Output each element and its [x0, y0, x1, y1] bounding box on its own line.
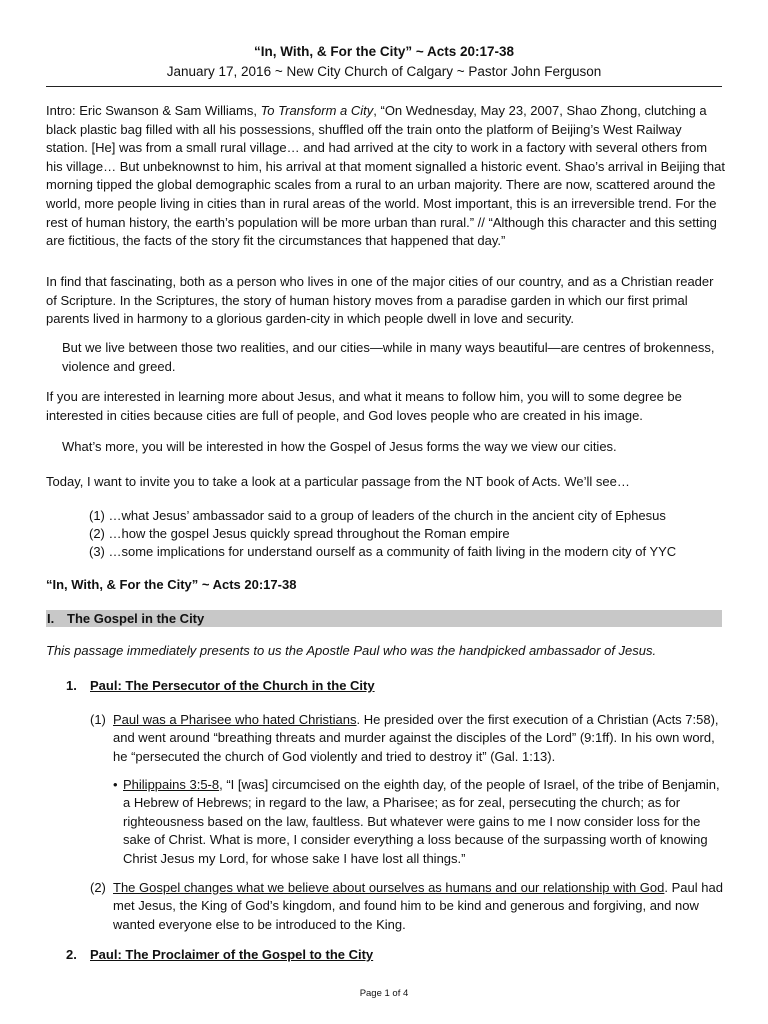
intro-quote: , “On Wednesday, May 23, 2007, Shao Zhong, clutching a black plastic bag filled with all his possessions, shuffled off the train onto the platform of Beijing’s West Railway station. [He] was from a small rural village… and had arrived at the city to work in a factory with several others from his village… But unbeknownst to him, his arrival at that moment signalled a historic event. Shao’s arrival in Beijing that morning tipped the global demographic scales from a rural to an urban majority. There are now, scattered around the world, more people living in cities than in rural areas of the world. Most important, this is an irreversible trend. For the rest of human history, the earth’s population will be more urban than rural.” // “Although this character and this setting are fictitious, the facts of the story fit the circumstances that happened that day.” — [46, 103, 725, 249]
page-number: Page 1 of 4 — [359, 988, 409, 999]
scripture-bullet — [113, 776, 725, 868]
paragraph-2: But we live between those two realities, and our cities—while in many ways beautiful—are centres of brokenness, violence and greed. — [62, 340, 715, 374]
overview-item-1: (1) …what Jesus’ ambassador said to a group of leaders of the church in the ancient city of Ephesus — [89, 508, 666, 523]
paragraph-3: If you are interested in learning more about Jesus, and what it means to follow him, you will to some degree be interested in cities because cities are full of people, and God loves people who are created in his image. — [46, 389, 682, 423]
header-divider — [46, 86, 722, 87]
section-heading-1 — [46, 610, 722, 627]
point-label: Paul: The Persecutor of the Church in the City — [90, 678, 375, 693]
subpoint-underlined: The Gospel changes what we believe about ourselves as humans and our relationship with God — [113, 880, 665, 895]
intro-book-title: To Transform a City — [260, 103, 374, 118]
subpoint-2 — [90, 879, 724, 934]
subpoint-marker: (2) — [90, 880, 106, 895]
subpoint-marker: (1) — [90, 712, 106, 727]
paragraph-1: In find that fascinating, both as a person who lives in one of the major cities of our country, and as a Christian reader of Scripture. In the Scriptures, the story of human history moves from a paradise garden in which our first primal parents lived in harmony to a glorious garden-city in which people dwell in love and security. — [46, 274, 714, 327]
intro-paragraph — [46, 102, 726, 251]
section-number: I. — [47, 611, 55, 626]
document-subtitle: January 17, 2016 ~ New City Church of Calgary ~ Pastor John Ferguson — [166, 64, 602, 79]
point-number: 2. — [66, 947, 77, 962]
subpoint-text: . Paul had met Jesus, the King of God’s kingdom, and found him to be kind and generous and forgiving, and now wanted everyone else to be introduced to the King. — [113, 880, 723, 932]
subpoint-1 — [90, 711, 724, 766]
intro-lead: Intro: Eric Swanson & Sam Williams, — [46, 103, 261, 118]
point-heading-1 — [66, 677, 375, 695]
point-heading-2 — [66, 946, 373, 964]
point-number: 1. — [66, 678, 77, 693]
overview-item-3: (3) …some implications for understand ourself as a community of faith living in the modern city of YYC — [89, 544, 677, 559]
section-label: The Gospel in the City — [67, 611, 205, 626]
section-title: “In, With, & For the City” ~ Acts 20:17-38 — [46, 577, 297, 592]
subpoint-underlined: Paul was a Pharisee who hated Christians — [113, 712, 357, 727]
document-title: “In, With, & For the City” ~ Acts 20:17-38 — [253, 44, 515, 59]
overview-item-2: (2) …how the gospel Jesus quickly spread throughout the Roman empire — [89, 526, 510, 541]
section-intro: This passage immediately presents to us the Apostle Paul who was the handpicked ambassador of Jesus. — [46, 643, 657, 658]
subpoint-text: . He presided over the first execution of a Christian (Acts 7:58), and went around “breathing threats and murder against the disciples of the Lord” (9:1ff). In his own word, he “persecuted the church of God violently and tried to destroy it” (Gal. 1:13). — [113, 712, 719, 764]
paragraph-5: Today, I want to invite you to take a look at a particular passage from the NT book of Acts. We’ll see… — [46, 474, 630, 489]
point-label: Paul: The Proclaimer of the Gospel to the City — [90, 947, 374, 962]
paragraph-4: What’s more, you will be interested in how the Gospel of Jesus forms the way we view our cities. — [62, 439, 617, 454]
scripture-text: , “I [was] circumcised on the eighth day, of the people of Israel, of the tribe of Benjamin, a Hebrew of Hebrews; in regard to the law, a Pharisee; as for zeal, persecuting the church; as for righteousness based on the law, faultless. But whatever were gains to me I now consider loss for the sake of Christ. What is more, I consider everything a loss because of the surpassing worth of knowing Christ Jesus my Lord, for whose sake I have lost all things.” — [123, 777, 720, 866]
scripture-reference: Philippains 3:5-8 — [123, 777, 220, 792]
bullet-marker: • — [113, 777, 118, 792]
